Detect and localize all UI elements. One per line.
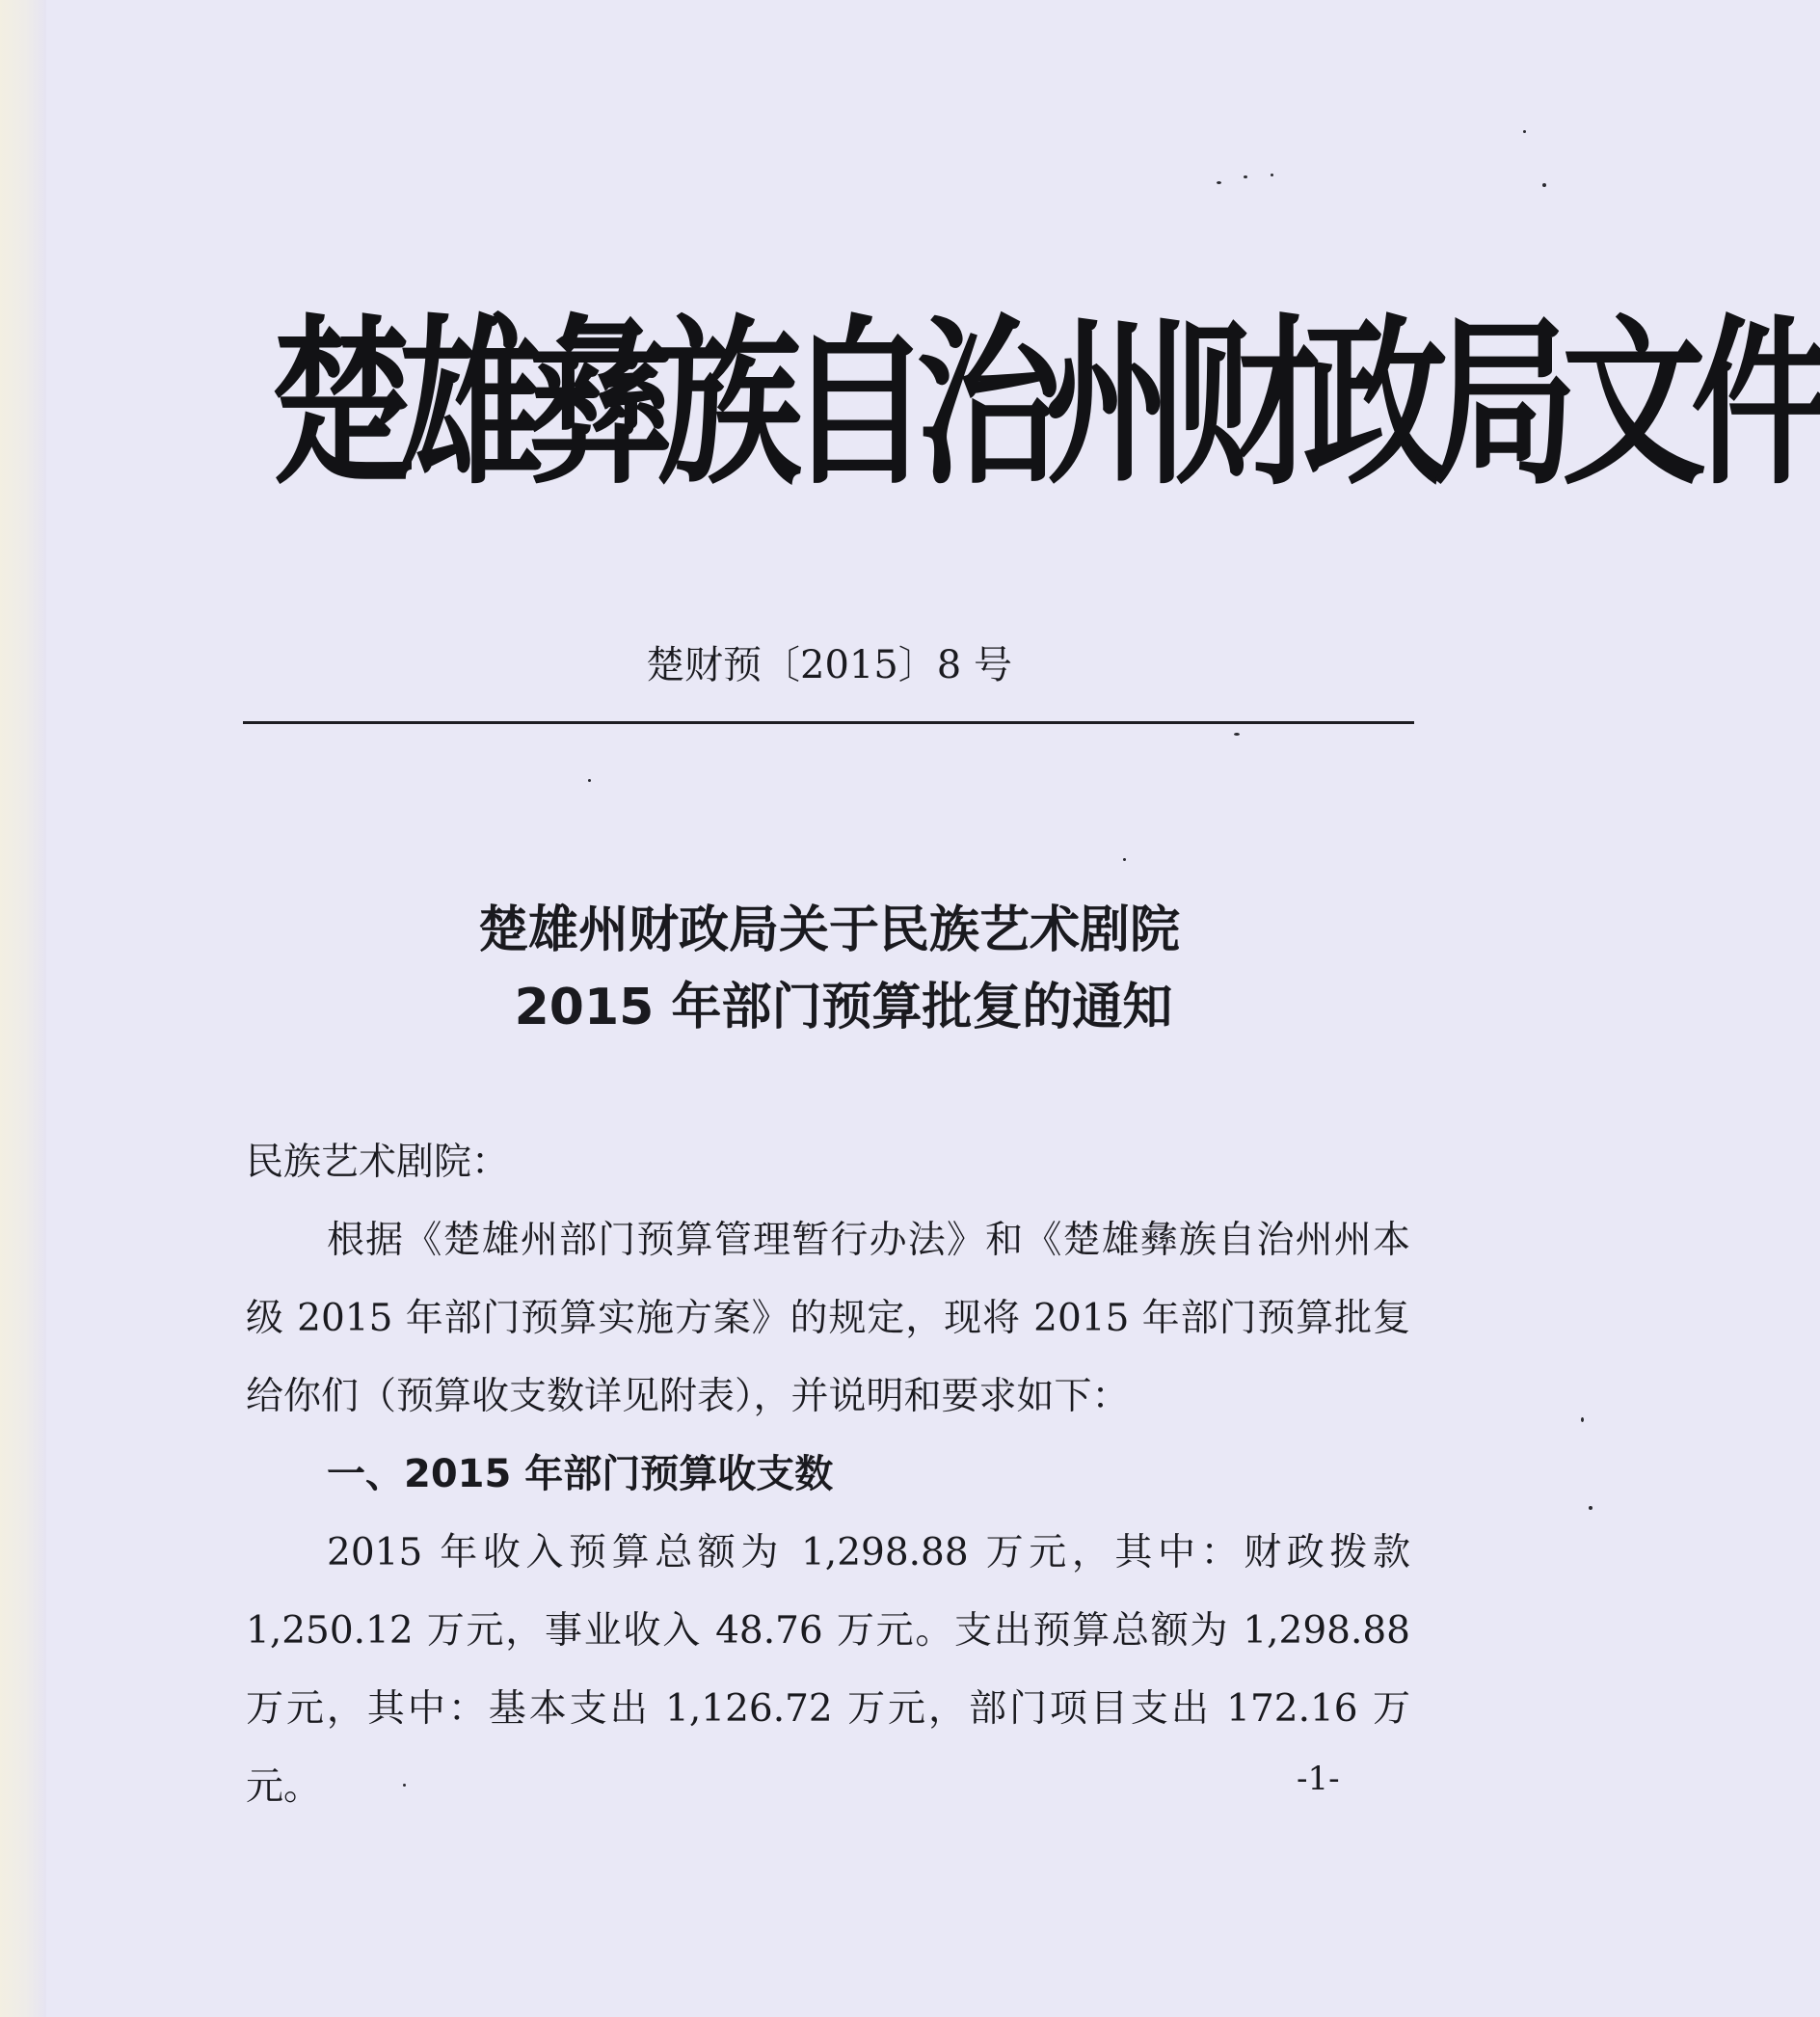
scan-speck: [588, 779, 591, 782]
scan-speck: [1271, 174, 1273, 176]
addressee: 民族艺术剧院：: [246, 1141, 510, 1184]
scan-speck: [1244, 175, 1247, 178]
scan-speck: [1523, 130, 1526, 133]
scan-speck: [1542, 183, 1546, 187]
scan-speck: [403, 1784, 406, 1787]
notice-title: [241, 892, 1417, 1046]
masthead-title: 楚雄彝族自治州财政局文件: [270, 300, 1820, 510]
notice-title-line2: 2015 年部门预算批复的通知: [514, 979, 1173, 1036]
header-divider: [243, 721, 1414, 724]
paragraph-intro: 根据《楚雄州部门预算管理暂行办法》和《楚雄彝族自治州州本级 2015 年部门预算实施方案》的规定，现将 2015 年部门预算批复给你们（预算收支数详见附表），并说明和要求如下：: [246, 1219, 1410, 1418]
page-number: -1-: [1297, 1760, 1340, 1798]
section-heading-1: 一、2015 年部门预算收支数: [327, 1452, 834, 1496]
body-text: [246, 1123, 1410, 1826]
notice-title-line1: 楚雄州财政局关于民族艺术剧院: [477, 901, 1180, 959]
paragraph-budget-figures: 2015 年收入预算总额为 1,298.88 万元，其中：财政拨款 1,250.12 万元，事业收入 48.76 万元。支出预算总额为 1,298.88 万元，其中：基本支出 1,126.72 万元，部门项目支出 172.16 万元。: [246, 1531, 1410, 1809]
scan-speck: [1217, 181, 1221, 184]
document-number: 楚财预〔2015〕8 号: [646, 643, 1012, 687]
scan-speck: [1234, 733, 1240, 736]
scan-speck: [1589, 1506, 1592, 1510]
scan-speck: [1581, 1417, 1584, 1422]
scan-speck: [1123, 858, 1126, 861]
